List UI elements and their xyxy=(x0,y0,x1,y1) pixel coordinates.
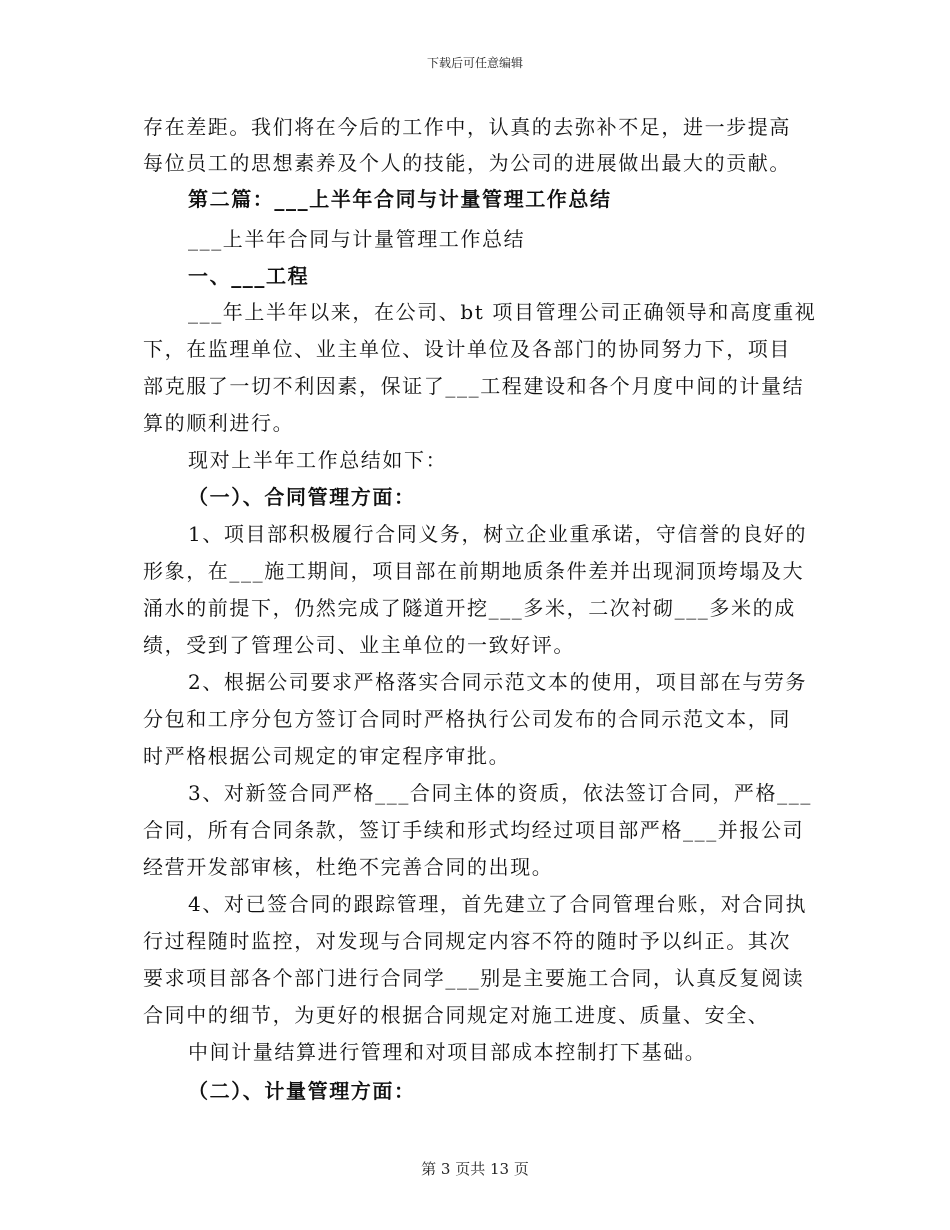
section-heading: 一、___工程 xyxy=(188,264,310,288)
body-paragraph-line: ___年上半年以来，在公司、bt 项目管理公司正确领导和高度重视 xyxy=(188,300,817,324)
body-paragraph-line: 经营开发部审核，杜绝不完善合同的出现。 xyxy=(143,855,554,879)
body-paragraph-line: 下，在监理单位、业主单位、设计单位及各部门的协同努力下，项目 xyxy=(143,337,791,361)
section-subtitle: ___上半年合同与计量管理工作总结 xyxy=(188,227,526,251)
section-heading: 第二篇：___上半年合同与计量管理工作总结 xyxy=(188,187,612,211)
body-paragraph-line: 3、对新签合同严格___合同主体的资质，依法签订合同，严格___ xyxy=(188,781,812,805)
body-paragraph-line: 1、项目部积极履行合同义务，树立企业重承诺，守信誉的良好的 xyxy=(188,522,808,546)
body-paragraph-line: 时严格根据公司规定的审定程序审批。 xyxy=(143,744,511,768)
subsection-heading: （二）、计量管理方面： xyxy=(188,1079,416,1103)
body-paragraph-line: 中间计量结算进行管理和对项目部成本控制打下基础。 xyxy=(188,1040,707,1064)
body-paragraph-line: 分包和工序分包方签订合同时严格执行公司发布的合同示范文本，同 xyxy=(143,707,791,731)
body-paragraph-line: 现对上半年工作总结如下： xyxy=(188,448,448,472)
body-paragraph-line: 形象，在___施工期间，项目部在前期地质条件差并出现洞顶垮塌及大 xyxy=(143,559,805,583)
page-footer: 第 3 页共 13 页 xyxy=(421,1160,529,1178)
body-paragraph-line: 2、根据公司要求严格落实合同示范文本的使用，项目部在与劳务 xyxy=(188,670,808,694)
page-header: 下载后可任意编辑 xyxy=(426,56,523,70)
body-paragraph-line: 行过程随时监控，对发现与合同规定内容不符的随时予以纠正。其次 xyxy=(143,929,791,953)
body-paragraph-line: 算的顺利进行。 xyxy=(143,411,295,435)
body-paragraph-line: 4、对已签合同的跟踪管理，首先建立了合同管理台账，对合同执 xyxy=(188,892,808,916)
body-paragraph-line: 每位员工的思想素养及个人的技能，为公司的进展做出最大的贡献。 xyxy=(143,151,791,175)
body-paragraph-line: 绩，受到了管理公司、业主单位的一致好评。 xyxy=(143,633,575,657)
body-paragraph-line: 合同中的细节，为更好的根据合同规定对施工进度、质量、安全、 xyxy=(143,1003,770,1027)
body-paragraph-line: 合同，所有合同条款，签订手续和形式均经过项目部严格___并报公司 xyxy=(143,818,805,842)
body-paragraph-line: 涌水的前提下，仍然完成了隧道开挖___多米，二次衬砌___多米的成 xyxy=(143,596,796,620)
body-paragraph-line: 要求项目部各个部门进行合同学___别是主要施工合同，认真反复阅读 xyxy=(143,966,805,990)
body-paragraph-line: 部克服了一切不利因素，保证了___工程建设和各个月度中间的计量结 xyxy=(143,374,805,398)
body-paragraph-line: 存在差距。我们将在今后的工作中，认真的去弥补不足，进一步提高 xyxy=(143,115,791,139)
subsection-heading: （一）、合同管理方面： xyxy=(188,485,416,509)
